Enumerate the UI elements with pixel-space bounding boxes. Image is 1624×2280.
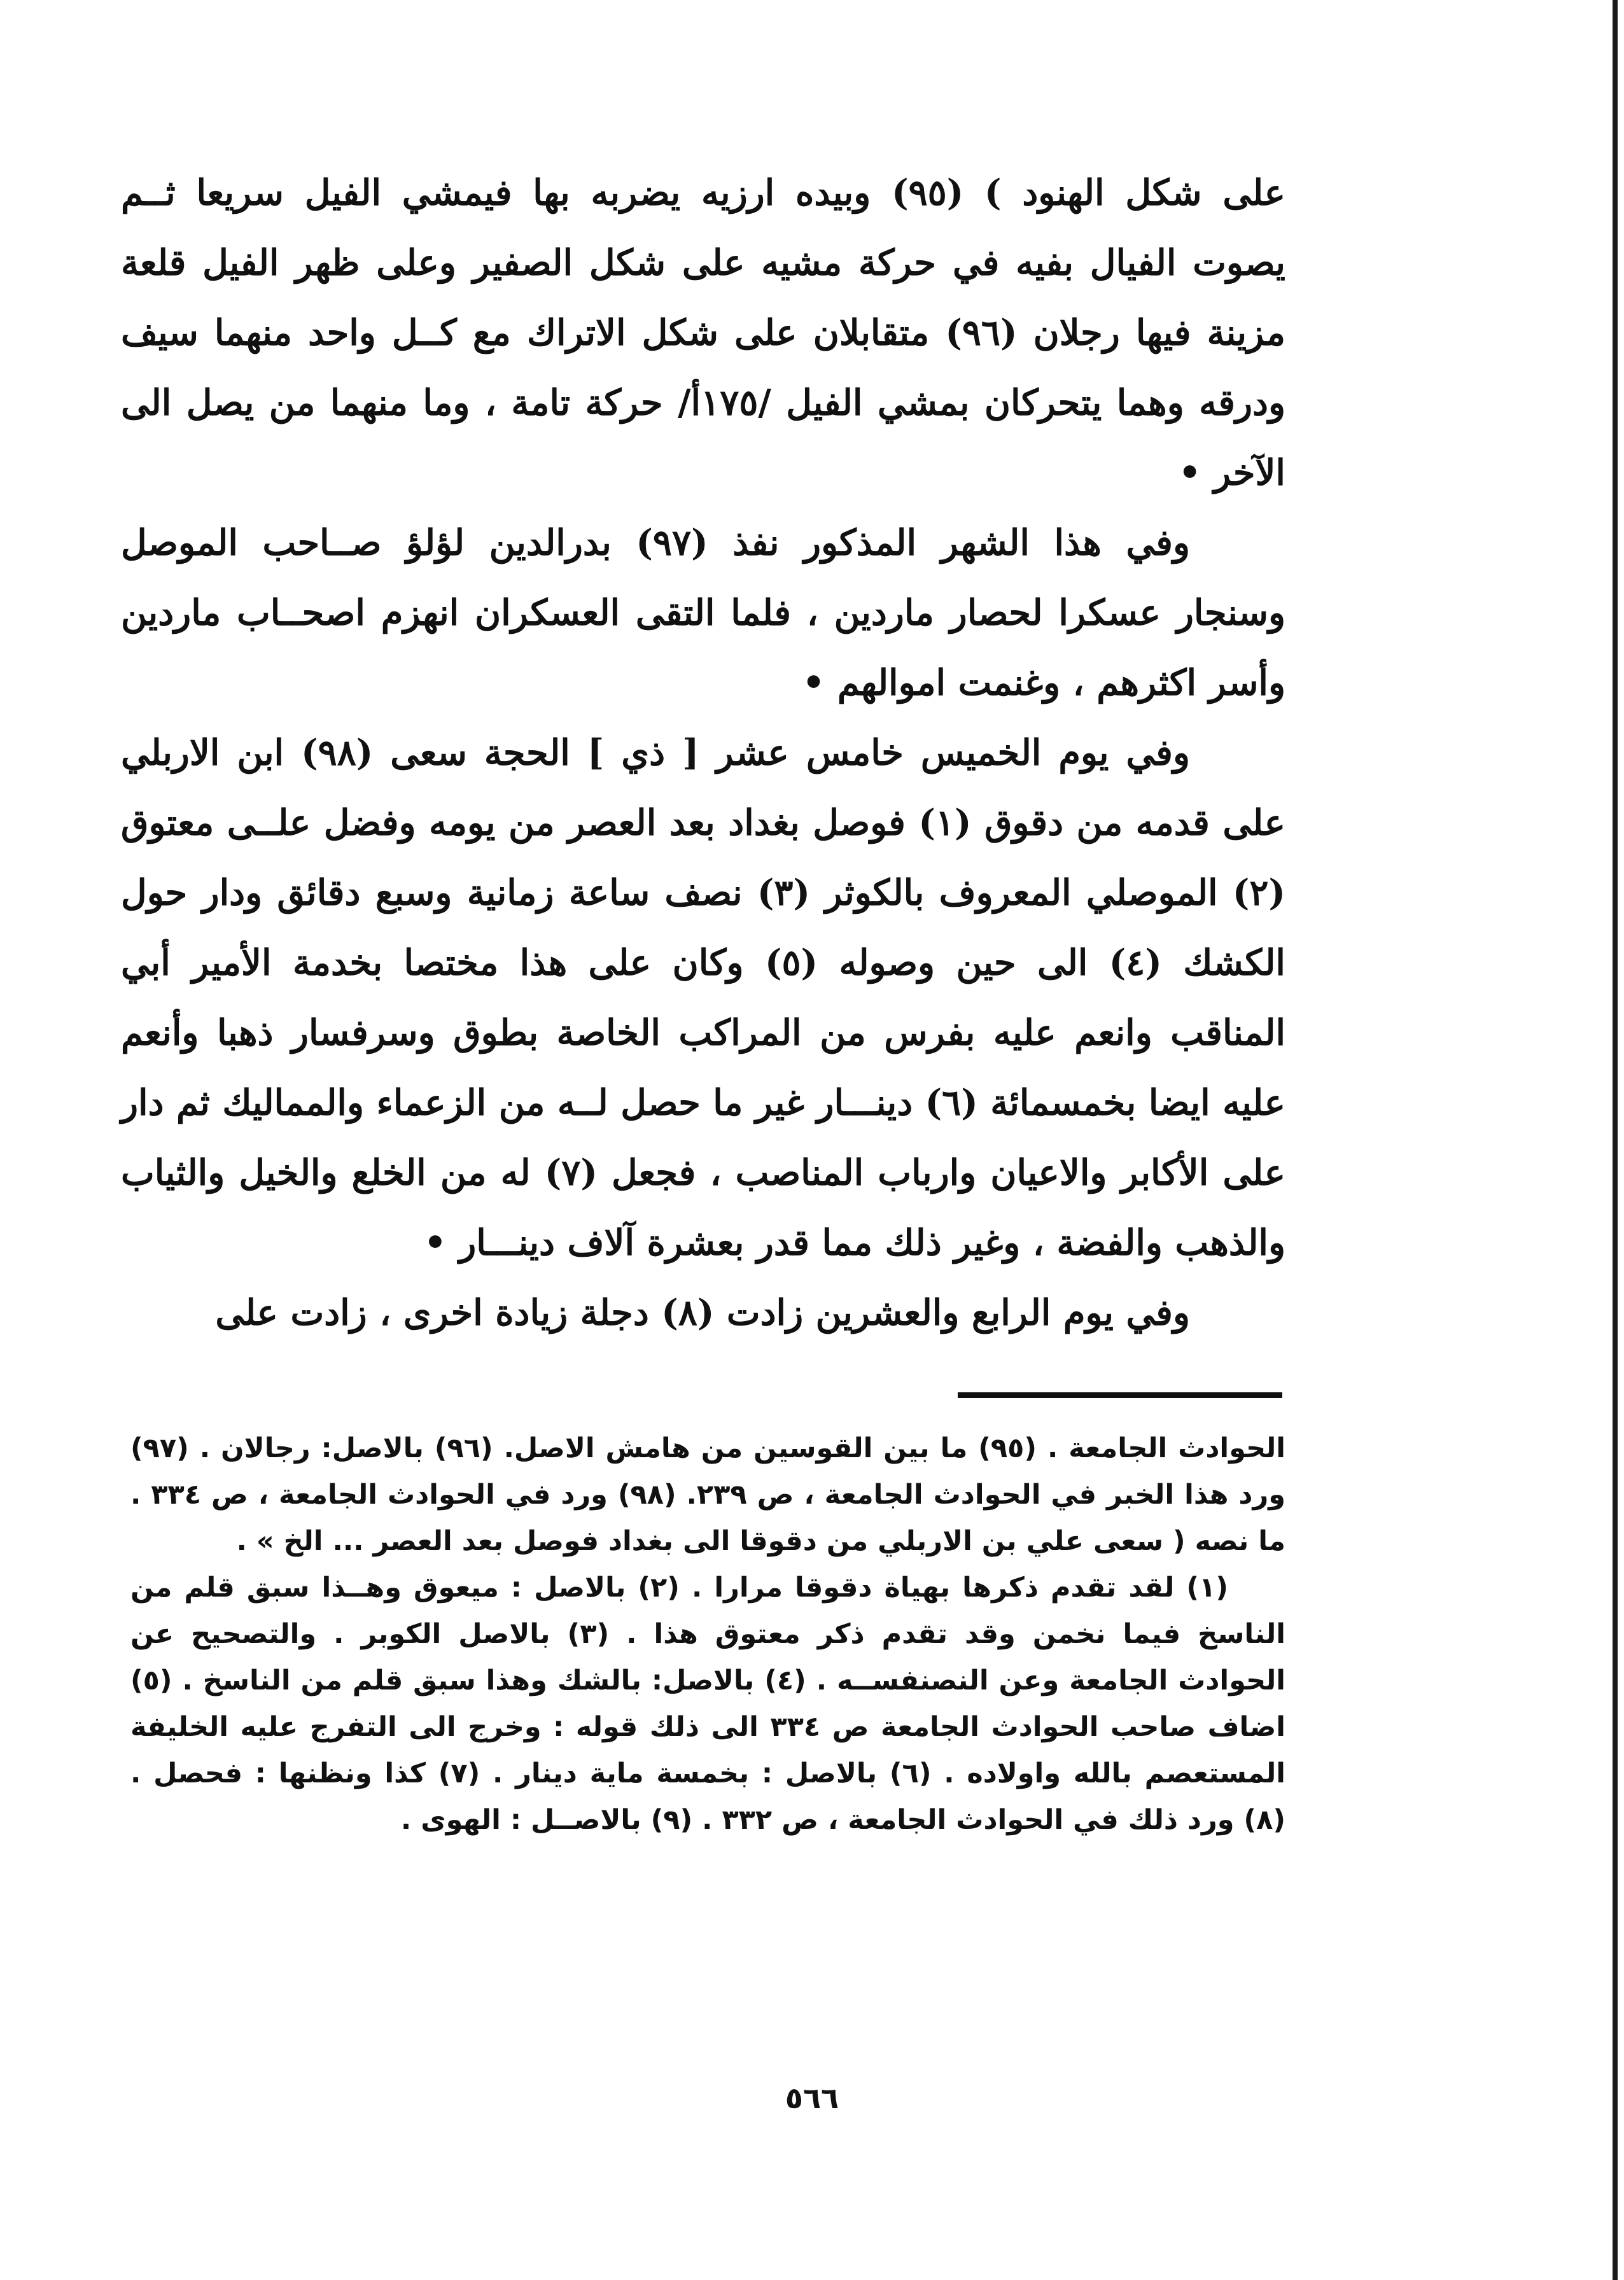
footnotes [130,1425,1285,1843]
footnote-separator [958,1392,1282,1398]
page-number: ٥٦٦ [785,2081,839,2115]
footnote-block-2: (١) لقد تقدم ذكرها بهياة دقوقا مرارا . (٢) بالاصل : ميعوق وهــذا سبق قلم من الناسخ فيما نخمن وقد تقدم ذكر معتوق هذا . (٣) بالاصل الكوبر . والتصحيح عن الحوادث الجامعة وعن النصنفســه . (٤) بالاصل: بالشك وهذا سبق قلم من الناسخ . (٥) اضاف صاحب الحوادث الجامعة ص ٣٣٤ الى ذلك قوله : وخرج الى التفرج عليه الخليفة المستعصم بالله واولاده . (٦) بالاصل : بخمسة ماية دينار . (٧) كذا ونظنها : فحصل . (٨) ورد ذلك في الحوادث الجامعة ، ص ٣٣٢ . (٩) بالاصــل : الهوى . [130,1572,1286,1836]
footnote-block-1: الحوادث الجامعة . (٩٥) ما بين القوسين من هامش الاصل. (٩٦) بالاصل: رجالان . (٩٧) ورد هذا الخبر في الحوادث الجامعة ، ص ٢٣٩. (٩٨) ورد في الحوادث الجامعة ، ص ٣٣٤ . ما نصه ( سعى علي بن الاربلي من دقوقا الى بغداد فوصل بعد العصر ... الخ » . [130,1432,1285,1557]
paragraph-2: وفي هذا الشهر المذكور نفذ (٩٧) بدرالدين لؤلؤ صــاحب الموصل وسنجار عسكرا لحصار ماردين ، فلما التقى العسكران انهزم اصحــاب ماردين وأسر اكثرهم ، وغنمت اموالهم • [121,522,1285,704]
paragraph-4: وفي يوم الرابع والعشرين زادت (٨) دجلة زيادة اخرى ، زادت على [215,1292,1190,1334]
main-text [121,158,1285,1348]
scan-edge-shadow [1613,0,1618,2280]
paragraph-3: وفي يوم الخميس خامس عشر [ ذي ] الحجة سعى (٩٨) ابن الاربلي على قدمه من دقوق (١) فوصل بغداد بعد العصر من يومه وفضل علــى معتوق (٢) الموصلي المعروف بالكوثر (٣) نصف ساعة زمانية وسبع دقائق ودار حول الكشك (٤) الى حين وصوله (٥) وكان على هذا مختصا بخدمة الأمير أبي المناقب وانعم عليه بفرس من المراكب الخاصة بطوق وسرفسار ذهبا وأنعم عليه ايضا بخمسمائة (٦) دينـــار غير ما حصل لــه من الزعماء والمماليك ثم دار على الأكابر والاعيان وارباب المناصب ، فجعل (٧) له من الخلع والخيل والثياب والذهب والفضة ، وغير ذلك مما قدر بعشرة آلاف دينـــار • [120,732,1286,1264]
paragraph-1: على شكل الهنود ) (٩٥) وبيده ارزيه يضربه بها فيمشي الفيل سريعا ثــم يصوت الفيال بفيه في حركة مشيه على شكل الصفير وعلى ظهر الفيل قلعة مزينة فيها رجلان (٩٦) متقابلان على شكل الاتراك مع كــل واحد منهما سيف ودرقه وهما يتحركان بمشي الفيل /١٧٥أ/ حركة تامة ، وما منهما من يصل الى الآخر • [121,172,1286,494]
